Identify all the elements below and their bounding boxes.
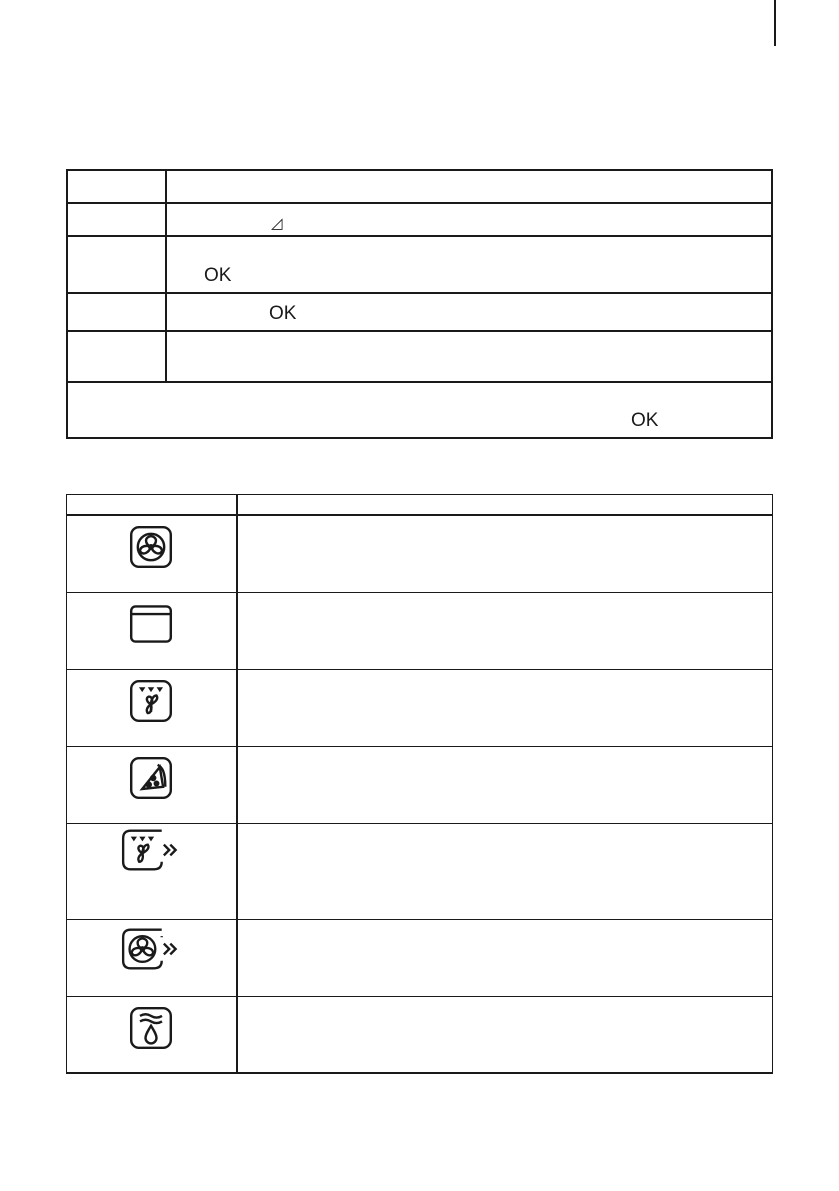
row-divider (68, 292, 771, 294)
row-divider (67, 823, 772, 824)
ok-label: OK (204, 265, 232, 286)
column-divider (236, 495, 238, 1072)
ok-label: OK (269, 303, 297, 324)
steam-drop-icon (129, 1006, 173, 1050)
row-divider (68, 330, 771, 332)
adjust-symbol: ◿ (271, 215, 283, 232)
ok-label: OK (631, 410, 659, 431)
pizza-slice-icon (129, 756, 173, 800)
row-divider (67, 592, 772, 593)
header-divider (67, 514, 772, 516)
trim-mark-line (774, 0, 776, 46)
top-heat-fan-icon (129, 679, 173, 723)
row-divider (67, 919, 772, 920)
row-divider (67, 746, 772, 747)
settings-steps-table (66, 169, 773, 439)
top-heat-fan-forward-icon (121, 828, 181, 872)
row-divider (67, 996, 772, 997)
fan-icon (129, 525, 173, 569)
row-divider (68, 381, 771, 383)
fan-forward-icon (121, 927, 181, 971)
row-divider (68, 202, 771, 204)
oven-frame-icon (129, 602, 173, 646)
heating-functions-table (66, 494, 773, 1074)
row-divider (67, 669, 772, 670)
row-divider (68, 235, 771, 237)
